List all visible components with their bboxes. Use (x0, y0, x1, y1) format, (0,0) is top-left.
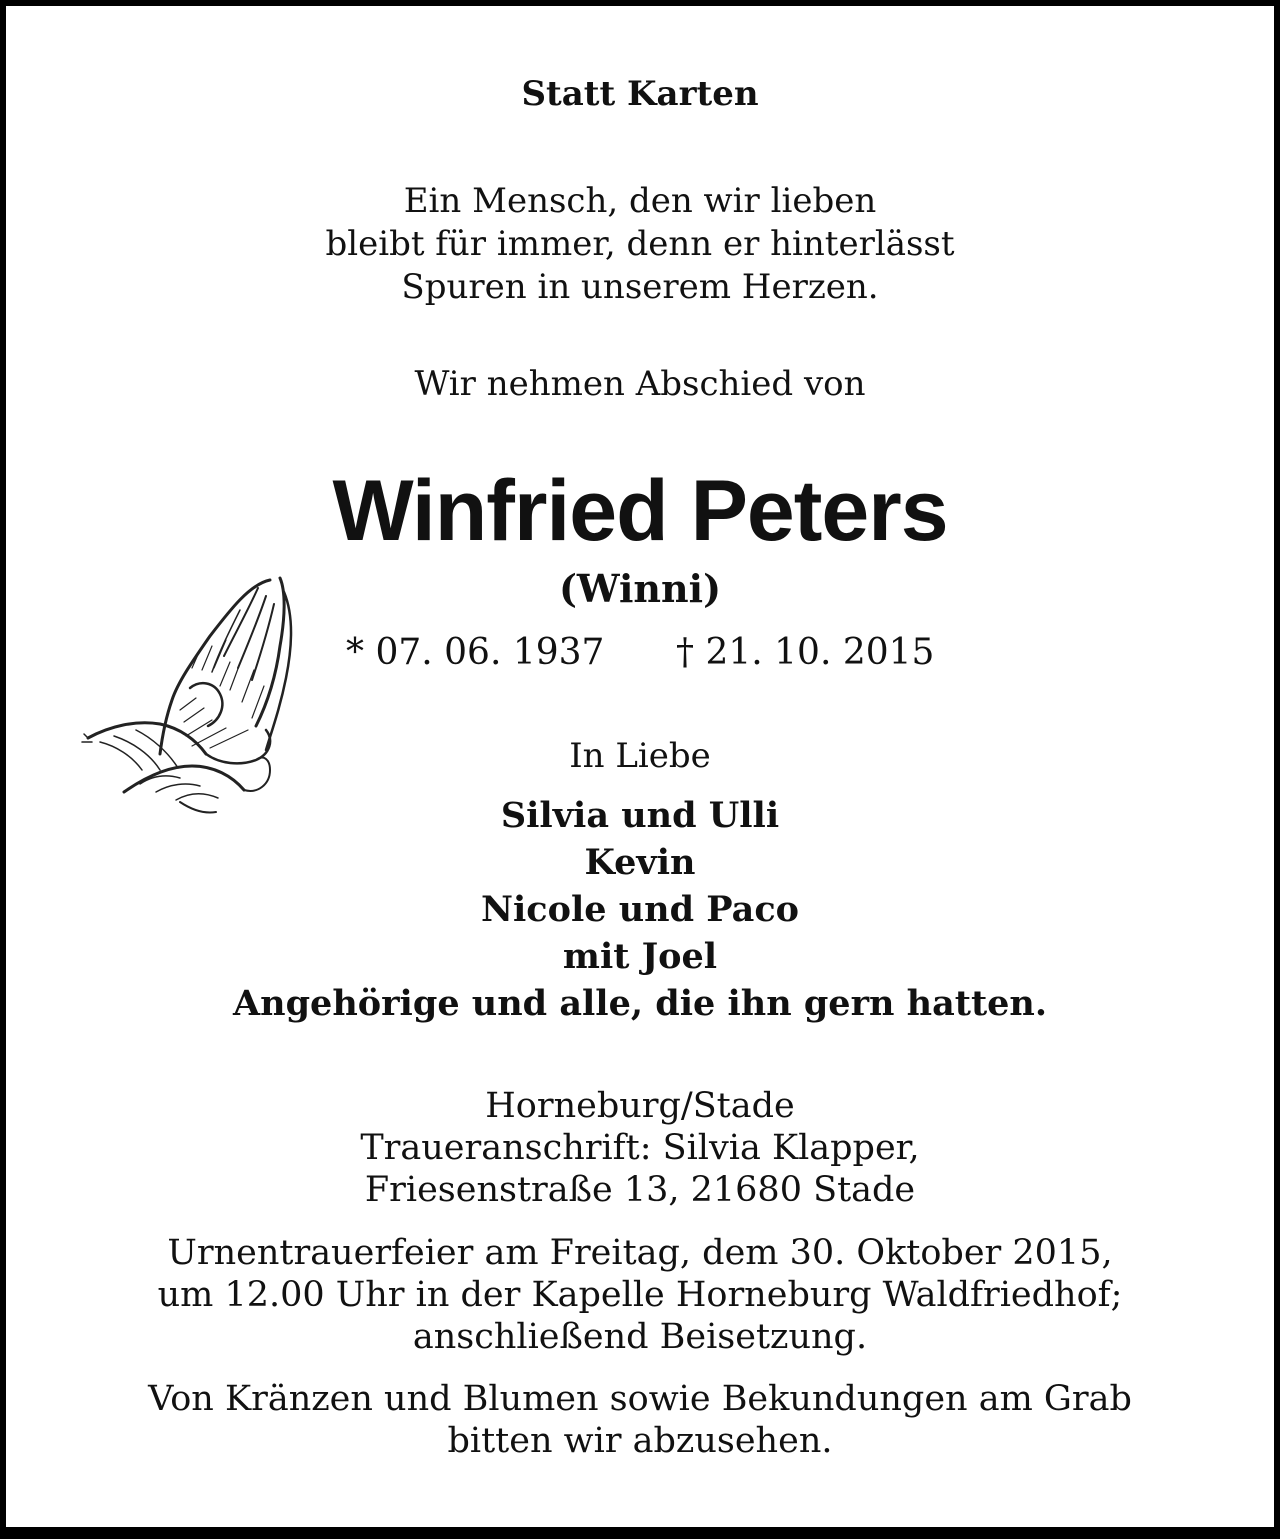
deceased-name: Winfried Peters (332, 463, 948, 559)
family-line-2: Kevin (584, 842, 696, 883)
poem-line-2: bleibt für immer, denn er hinterlässt (325, 224, 955, 264)
death-date: † 21. 10. 2015 (676, 632, 935, 673)
deceased-nickname: (Winni) (558, 566, 722, 611)
address-line-3: Friesenstraße 13, 21680 Stade (364, 1170, 916, 1210)
family-line-1: Silvia und Ulli (500, 795, 780, 836)
service-line-2: um 12.00 Uhr in der Kapelle Horneburg Waldfriedhof; (157, 1275, 1123, 1315)
poem-line-3: Spuren in unserem Herzen. (401, 267, 879, 307)
address-line-2: Traueranschrift: Silvia Klapper, (360, 1128, 920, 1168)
farewell-text: Wir nehmen Abschied von (414, 364, 866, 404)
family-line-3: Nicole und Paco (481, 889, 799, 930)
address-line-1: Horneburg/Stade (485, 1086, 795, 1126)
request-line-1: Von Kränzen und Blumen sowie Bekundungen am Grab (148, 1379, 1132, 1419)
birth-date: * 07. 06. 1937 (346, 632, 605, 673)
service-line-3: anschließend Beisetzung. (412, 1317, 868, 1357)
service-line-1: Urnentrauerfeier am Freitag, dem 30. Oktober 2015, (167, 1233, 1113, 1273)
in-love-text: In Liebe (569, 736, 711, 776)
family-line-5: Angehörige und alle, die ihn gern hatten. (232, 983, 1048, 1024)
notice-header: Statt Karten (521, 74, 759, 114)
poem-line-1: Ein Mensch, den wir lieben (403, 181, 877, 221)
family-line-4: mit Joel (562, 936, 718, 977)
request-line-2: bitten wir abzusehen. (447, 1421, 833, 1461)
praying-hands-icon (80, 570, 295, 815)
